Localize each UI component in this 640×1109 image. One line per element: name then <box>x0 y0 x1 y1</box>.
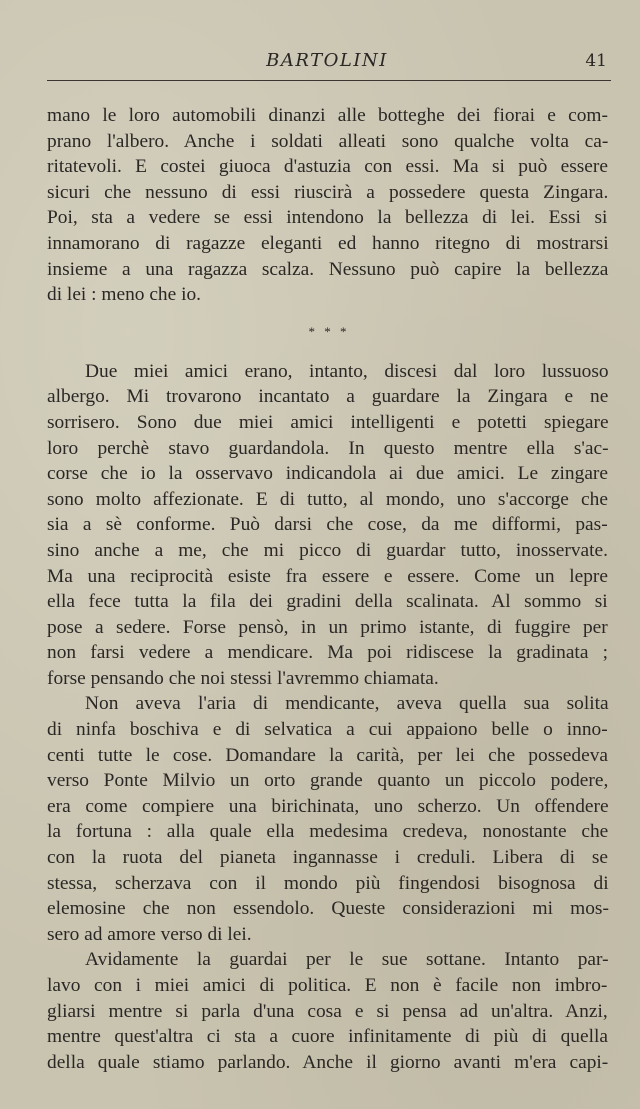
text-line: forse pensando che noi stessi l'avremmo chiamata. <box>47 667 439 689</box>
text-line: prano l'albero. Anche i soldati alleati sono qualche volta ca- <box>47 130 609 152</box>
text-line: Avidamente la guardai per le sue sottane. Intanto par- <box>85 949 609 971</box>
section-separator: * * * <box>308 323 350 339</box>
paragraph-4 <box>47 947 611 1075</box>
text-line: loro perchè stavo guardandola. In questo mentre ella s'ac- <box>47 437 609 459</box>
text-line: la fortuna : alla quale ella medesima credeva, nonostante che <box>47 821 609 843</box>
text-line: della quale stiamo parlando. Anche il giorno avanti m'era capi- <box>47 1051 609 1073</box>
text-line: lavo con i miei amici di politica. E non è facile non imbro- <box>47 975 608 996</box>
text-line: mano le loro automobili dinanzi alle botteghe dei fiorai e com- <box>47 105 608 126</box>
running-head <box>47 44 607 78</box>
text-line: era come compiere una birichinata, uno scherzo. Un offendere <box>47 795 609 817</box>
text-line: pose a sedere. Forse pensò, in un primo istante, di fuggire per <box>47 616 608 638</box>
text-line: sino anche a me, che mi picco di guardar tutto, inosservate. <box>47 539 608 561</box>
text-line: gliarsi mentre si parla d'una cosa e si pensa ad un'altra. Anzi, <box>47 1000 608 1022</box>
text-line: Due miei amici erano, intanto, discesi dal loro lussuoso <box>85 360 609 382</box>
header-rule <box>47 80 611 81</box>
paragraph-2 <box>47 359 611 692</box>
text-line: innamorano di ragazze eleganti ed hanno ritegno di mostrarsi <box>47 232 609 254</box>
text-line: corse che io la osservavo indicandola ai due amici. Le zingare <box>47 463 608 485</box>
text-line: con la ruota del pianeta ingannasse i creduli. Libera di se <box>47 847 608 869</box>
text-line: sia a sè conforme. Può darsi che cose, da me difformi, pas- <box>47 514 608 536</box>
body-text <box>47 103 611 1075</box>
text-line: di lei : meno che io. <box>47 284 202 306</box>
paragraph-1 <box>47 103 611 308</box>
paragraph-3 <box>47 691 611 947</box>
text-line: sorrisero. Sono due miei amici intelligenti e potetti spiegare <box>47 411 609 433</box>
text-line: ritatevoli. E costei giuoca d'astuzia con essi. Ma si può essere <box>47 156 608 178</box>
text-line: stessa, scherzava con il mondo più fingendosi bisognosa di <box>47 872 609 894</box>
page-number: 41 <box>585 51 607 71</box>
text-line: ella fece tutta la fila dei gradini della scalinata. Al sommo si <box>47 591 608 613</box>
text-line: di ninfa boschiva e di selvatica a cui appaiono belle o inno- <box>47 719 608 741</box>
text-line: Poi, sta a vedere se essi intendono la bellezza di lei. Essi si <box>47 207 608 229</box>
text-line: Ma una reciprocità esiste fra essere e essere. Come un lepre <box>47 565 608 587</box>
text-line: sero ad amore verso di lei. <box>47 923 252 945</box>
text-line: Non aveva l'aria di mendicante, aveva quella sua solita <box>85 693 609 715</box>
running-title: BARTOLINI <box>266 50 388 71</box>
text-line: sono molto affezionate. E di tutto, al mondo, uno s'accorge che <box>47 488 608 510</box>
text-line: elemosine che non essendolo. Queste considerazioni mi mos- <box>47 898 609 920</box>
text-line: sicuri che nessuno di essi riuscirà a possedere questa Zingara. <box>47 181 609 203</box>
text-line: mentre quest'altra ci sta a cuore infinitamente di più di quella <box>47 1026 608 1048</box>
text-line: verso Ponte Milvio un orto grande quanto un piccolo podere, <box>47 770 609 792</box>
text-line: albergo. Mi trovarono incantato a guardare la Zingara e ne <box>47 386 609 408</box>
text-line: non farsi vedere a mendicare. Ma poi ridiscese la gradinata ; <box>47 642 608 664</box>
text-line: centi tutte le cose. Domandare la carità, per lei che possedeva <box>47 744 609 766</box>
text-line: insieme a una ragazza scalza. Nessuno può capire la bellezza <box>47 258 609 280</box>
